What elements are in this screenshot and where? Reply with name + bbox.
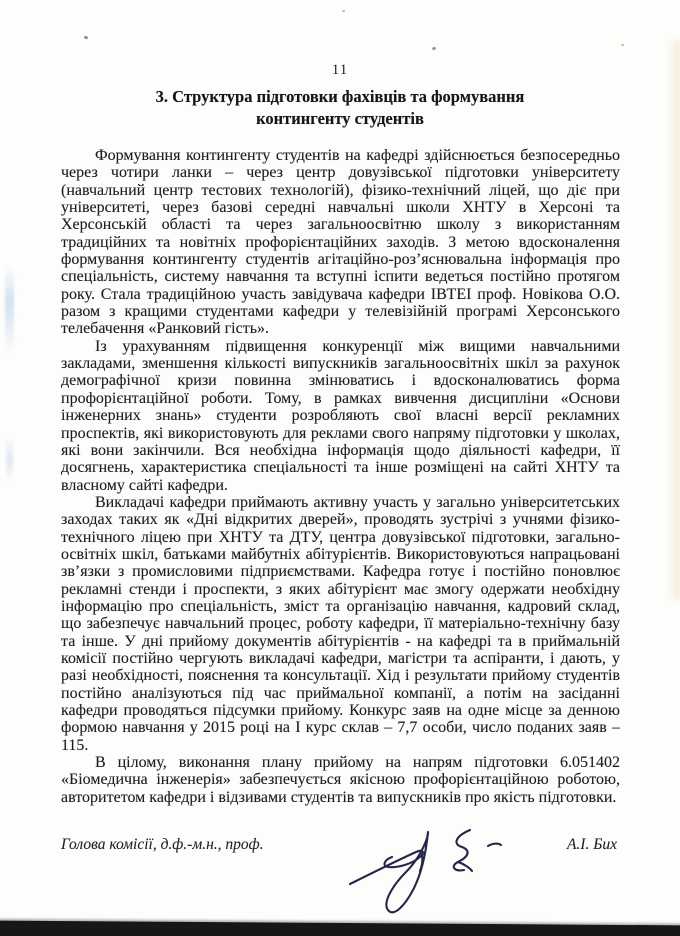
scan-streak bbox=[6, 436, 13, 482]
scan-streak bbox=[5, 266, 14, 354]
paragraph: Із урахуванням підвищення конкуренції між вищими навчальними закладами, зменшення кількості випускників загальноосвітніх шкіл за рахунок демографічної кризи повинна змінюватись і вдосконалюватись форма профорієнтаційної роботи. Тому, в рамках вивчення дисципліни «Основи інженерних знань» студенти розробляють свої власні версії рекламних проспектів, які використовують для реклами свого напряму підготовки у школах, які вони закінчили. Вся необхідна інформація щодо діяльності кафедри, її досягнень, характеристика спеціальності та інше розміщені на сайті ХНТУ та власному сайті кафедри. bbox=[61, 337, 620, 494]
heading-line-2: контингенту студентів bbox=[256, 109, 424, 128]
document-body bbox=[61, 147, 620, 806]
heading-line-1: 3. Структура підготовки фахівців та формування bbox=[155, 87, 525, 106]
signature-line bbox=[61, 836, 617, 854]
scan-speck bbox=[342, 10, 345, 12]
signatory-role: Голова комісії, д.ф.-м.н., проф. bbox=[61, 836, 264, 853]
paragraph: Викладачі кафедри приймають активну участь у загально університетських заходах таких як «Дні відкритих дверей», проводять зустрічі з учнями фізико-технічного ліцею при ХНТУ та ДТУ, центра довузівської підготовки, загально-освітніх шкіл, батьками майбутніх абітурієнтів. Використовуються напрацьовані зв’язки з промисловими підприємствами. Кафедра готує і постійно поновлює рекламні стенди і проспекти, з яких абітурієнт має змогу одержати необхідну інформацію про спеціальність, зміст та організацію навчання, кадровий склад, що забезпечує навчальний процес, роботу кафедри, її матеріально-технічну базу та інше. У дні прийому документів абітурієнтів - на кафедрі та в приймальній комісії постійно чергують викладачі кафедри, магістри та аспіранти, і дають, у разі необхідності, пояснення та консультації. Хід і результати прийому студентів постійно аналізуються під час приймальної компанії, а потім на засіданні кафедри проводяться підсумки прийому. Конкурс заяв на одне місце за денною формою навчання у 2015 році на І курс склав – 7,7 особи, число поданих заяв – 115. bbox=[61, 493, 620, 754]
scan-speck bbox=[432, 46, 437, 50]
signatory-name: А.І. Бих bbox=[566, 836, 617, 853]
section-heading bbox=[0, 86, 680, 130]
scan-speck bbox=[621, 44, 624, 46]
page-number: 11 bbox=[331, 62, 349, 78]
paragraph: В цілому, виконання плану прийому на напрям підготовки 6.051402 «Біомедична інженерія» забезпечується якісною профорієнтаційною роботою, авторитетом кафедри і відзивами студентів та випускників про якість підготовки. bbox=[61, 754, 620, 806]
scan-speck bbox=[84, 35, 89, 39]
scan-edge bbox=[0, 921, 680, 936]
paragraph: Формування контингенту студентів на кафедрі здійснюється безпосередньо через чотири ланки – через центр довузівської підготовки університету (навчальний центр тестових технологій), фізико-технічний ліцей, що діє при університеті, через базові середні навчальні школи ХНТУ в Херсоні та Херсонській області та через загальноосвітню школу з використанням традиційних та новітніх профорієнтаційних заходів. З метою вдосконалення формування контингенту студентів агітаційно-роз’яснювальна інформація про спеціальність, систему навчання та вступні іспити ведеться постійно протягом року. Стала традиційною участь завідувача кафедри ІВТЕІ проф. Новікова О.О. разом з кращими студентами кафедри у телевізійній програмі Херсонського телебачення «Ранковий гість». bbox=[61, 147, 620, 338]
